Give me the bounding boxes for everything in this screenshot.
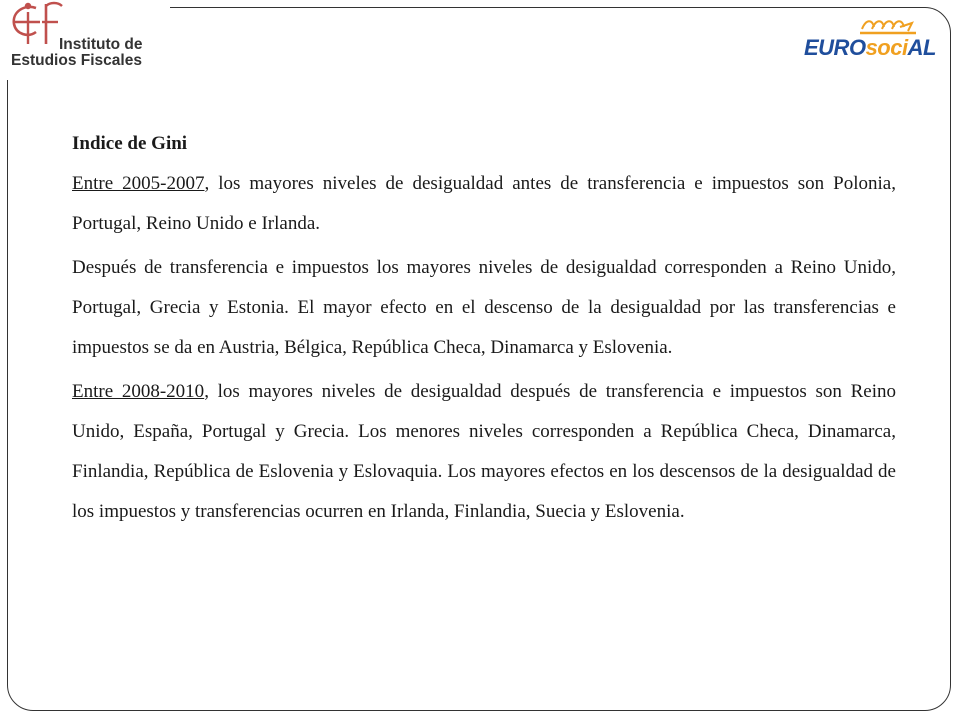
ief-logo-line1: Instituto de [59, 36, 143, 53]
ief-monogram-icon [6, 0, 66, 48]
paragraph-2005-2007 [72, 164, 896, 244]
eurosocial-wordmark [804, 35, 936, 61]
paragraph-after-transfers: Después de transferencia e impuestos los mayores niveles de desigualdad corresponden a Reino Unido, Portugal, Grecia y Estonia. El mayor efecto en el descenso de la desigualdad por las transferencias e impuestos se da en Austria, Bélgica, República Checa, Dinamarca y Eslovenia. [72, 257, 896, 358]
eurosocial-figures-icon [800, 15, 935, 37]
paragraph-2008-2010 [72, 372, 896, 532]
content [72, 132, 896, 536]
eurosocial-part-euro: EURO [804, 35, 866, 60]
paragraph-2008-2010-text: , los mayores niveles de desigualdad después de transferencia e impuestos son Reino Unido, España, Portugal y Grecia. Los menores niveles corresponden a República Checa, Dinamarca, Finlandia, República de Eslovenia y Eslovaquia. Los mayores efectos en los descensos de la desigualdad de los impuestos y transferencias ocurren en Irlanda, Finlandia, Suecia y Eslovenia. [72, 381, 896, 522]
paragraph-2005-2007-text: , los mayores niveles de desigualdad antes de transferencia e impuestos son Polonia, Portugal, Reino Unido e Irlanda. [72, 173, 896, 234]
period-2008-2010: Entre 2008-2010 [72, 381, 205, 402]
eurosocial-part-al: AL [907, 35, 936, 60]
ief-logo-line2: Estudios Fiscales [11, 52, 142, 69]
period-2005-2007: Entre 2005-2007 [72, 173, 205, 194]
eurosocial-part-soci: soci [865, 35, 908, 60]
eurosocial-logo [800, 15, 935, 70]
heading: Indice de Gini [72, 133, 188, 154]
ief-logo [0, 0, 170, 80]
